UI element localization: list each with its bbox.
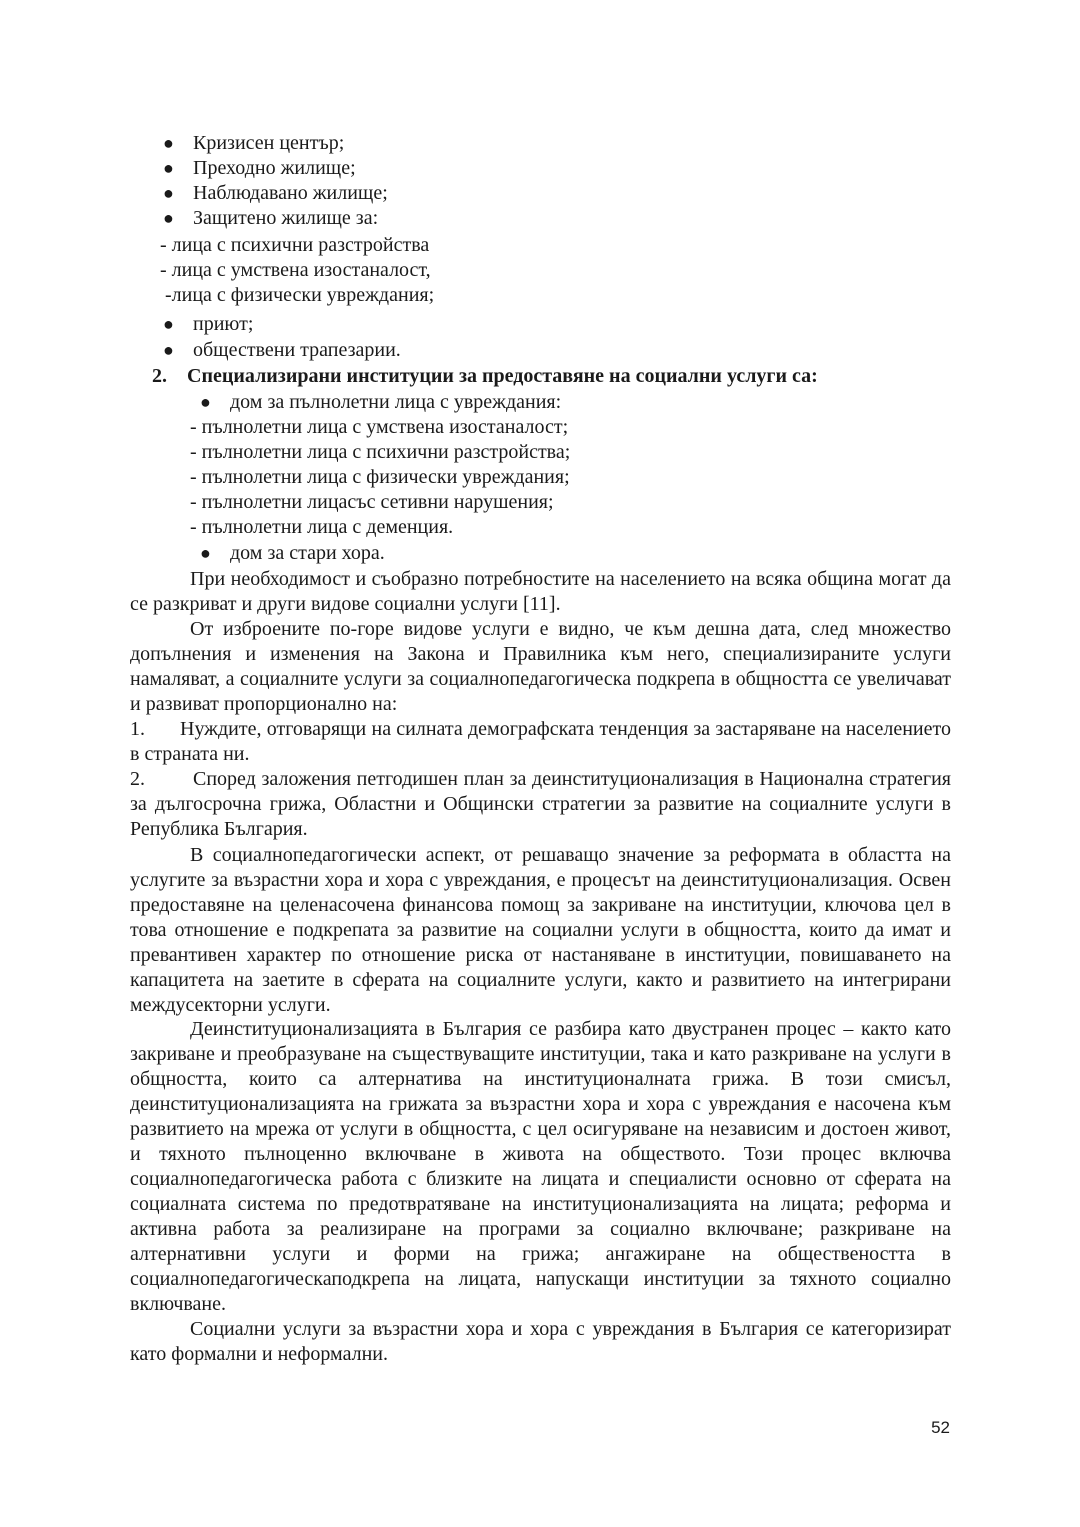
numbered-item-text: Нуждите, отговарящи на силната демографската тенденция за застаряване на населението в страната ни. (130, 718, 951, 765)
list-item: Защитено жилище за: (193, 207, 379, 229)
bullet-icon: ● (200, 543, 211, 563)
list-item: дом за стари хора. (230, 542, 385, 564)
section-heading: Специализирани институции за предоставяне на социални услуги са: (187, 365, 818, 387)
list-item: Преходно жилище; (193, 157, 356, 179)
dash-item: - пълнолетни лица с физически увреждания; (190, 466, 570, 488)
dash-item: - пълнолетни лица с психични разстройства; (190, 441, 571, 463)
section-number: 2. (152, 365, 167, 387)
paragraph: Деинституционализацията в България се разбира като двустранен процес – както като закриване и преобразуване на съществуващите институции, така и като разкриване на услуги в общността, които са алтернатива на институционалната грижа. В този смисъл, деинституционализацията на грижата за възрастни хора и хора с увреждания е насочена към развитието на мрежа от услуги в общността, с цел осигуряване на независим и достоен живот, и тяхното пълноценно включване в живота на обществото. Този процес включва социалнопедагогическа работа с близките на лицата и специалисти основно от сферата на социалната система по предотвратяване на институционализацията на лицата; реформа и активна работа за реализиране на програми за социално включване; разкриване на алтернативни услуги и форми на грижа; ангажиране на обществеността в социалнопедагогическаподкрепа на лицата, напускащи институции за тяхното социално включване. (130, 1018, 951, 1315)
list-item: дом за пълнолетни лица с увреждания: (230, 391, 562, 413)
bullet-icon: ● (163, 314, 174, 334)
dash-item: - пълнолетни лица с деменция. (190, 516, 454, 538)
paragraph: В социалнопедагогически аспект, от решаващо значение за реформата в областта на услугите за възрастни хора и хора с увреждания, е процесът на деинституционализация. Освен предоставяне на целенасочена финансова помощ за закриване на институции, ключова цел в това отношение е подкрепата за развитие на социални услуги в общността, които да имат и превантивен характер по отношение риска от настаняване в институции, повишаването на капацитета на заетите в сферата на социалните услуги, както и развитието на интегрирани междусекторни услуги. (130, 844, 951, 1016)
bullet-icon: ● (163, 158, 174, 178)
dash-item: - лица с умствена изостаналост, (160, 259, 431, 281)
list-item: Наблюдавано жилище; (193, 182, 388, 204)
dash-item: -лица с физически увреждания; (165, 284, 435, 306)
list-number: 1. (130, 718, 145, 740)
numbered-item-text: Според заложения петгодишен план за деинституционализация в Национална стратегия за дългосрочна грижа, Областни и Общински стратегии за развитие на социалните услуги в Република България. (130, 768, 951, 840)
bullet-icon: ● (163, 133, 174, 153)
dash-item: - лица с психични разстройства (160, 234, 430, 256)
list-number: 2. (130, 768, 145, 790)
bullet-icon: ● (163, 183, 174, 203)
list-item: обществени трапезарии. (193, 339, 401, 361)
paragraph: Социални услуги за възрастни хора и хора с увреждания в България се категоризират като формални и неформални. (130, 1318, 951, 1365)
paragraph: От изброените по-горе видове услуги е видно, че към дешна дата, след множество допълнения и изменения на Закона и Правилника към него, специализираните услуги намаляват, а социалните услуги за социалнопедагогическа подкрепа в общността се увеличават и развиват пропорционално на: (130, 618, 951, 715)
paragraph: При необходимост и съобразно потребностите на населението на всяка община могат да се разкриват и други видове социални услуги [11]. (130, 568, 951, 615)
page-number: 52 (931, 1418, 950, 1437)
bullet-icon: ● (163, 340, 174, 360)
dash-item: - пълнолетни лицасъс сетивни нарушения; (190, 491, 554, 513)
list-item: приют; (193, 313, 254, 335)
dash-item: - пълнолетни лица с умствена изостаналост; (190, 416, 569, 438)
bullet-icon: ● (200, 392, 211, 412)
bullet-icon: ● (163, 208, 174, 228)
list-item: Кризисен център; (193, 132, 345, 154)
